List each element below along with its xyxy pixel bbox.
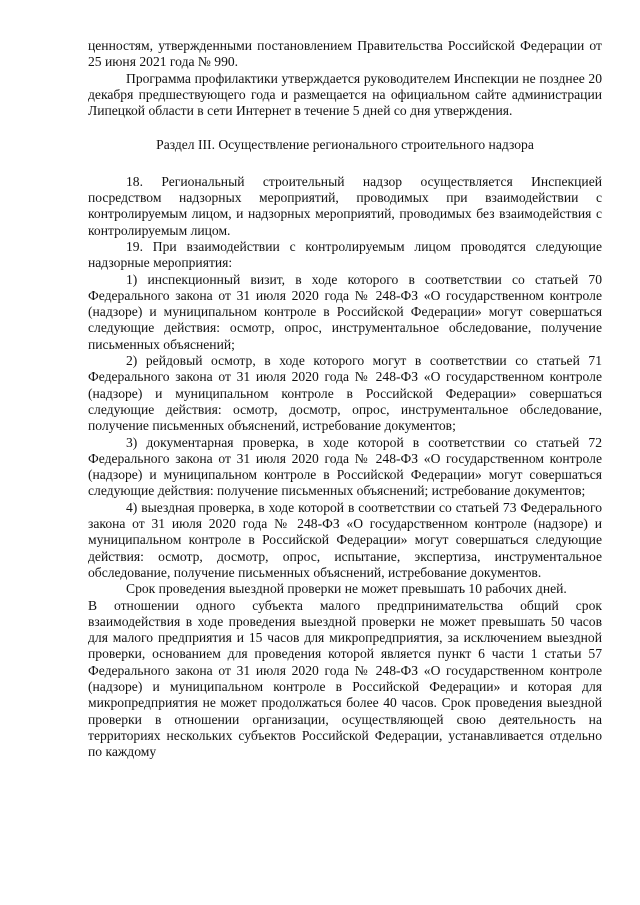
- paragraph-program-approval: Программа профилактики утверждается руководителем Инспекции не позднее 20 декабря предшествующего года и размещается на официальном сайте администрации Липецкой области в сети Интернет в течение 5 дней со дня утверждения.: [88, 70, 602, 119]
- list-item-1: 1) инспекционный визит, в ходе которого в соответствии со статьей 70 Федерального закона от 31 июля 2020 года № 248-ФЗ «О государственном контроле (надзоре) и муниципальном контроле в Российской Федерации» могут совершаться следующие действия: осмотр, опрос, инструментальное обследование, получение письменных объяснений;: [88, 271, 602, 352]
- section-heading: Раздел III. Осуществление регионального строительного надзора: [156, 137, 534, 153]
- paragraph-small-business: В отношении одного субъекта малого предпринимательства общий срок взаимодействия в ходе проведения выездной проверки не может превышать 50 часов для малого предприятия и 15 часов для микропредприятия, за исключением выездной проверки, основанием для проведения которой является пункт 6 части 1 статьи 57 Федерального закона от 31 июля 2020 года № 248-ФЗ «О государственном контроле (надзоре) и муниципальном контроле в Российской Федерации» и которая для микропредприятия не может продолжаться более 40 часов. Срок проведения выездной проверки в отношении организации, осуществляющей свою деятельность на территориях нескольких субъектов Российской Федерации, устанавливается отдельно по каждому: [88, 597, 602, 760]
- document-page: [88, 38, 602, 760]
- paragraph-continuation: ценностям, утвержденными постановлением Правительства Российской Федерации от 25 июня 2021 года № 990.: [88, 38, 602, 70]
- list-item-2: 2) рейдовый осмотр, в ходе которого могут в соответствии со статьей 71 Федерального закона от 31 июля 2020 года № 248-ФЗ «О государственном контроле (надзоре) и муниципальном контроле в Российской Федерации» совершаться следующие действия: осмотр, досмотр, опрос, инструментальное обследование, получение письменных объяснений, истребование документов;: [88, 353, 602, 434]
- paragraph-18: 18. Региональный строительный надзор осуществляется Инспекцией посредством надзорных мероприятий, проводимых при взаимодействии с контролируемым лицом, и надзорных мероприятий, проводимых без взаимодействия с контролируемым лицом.: [88, 173, 602, 238]
- paragraph-19: 19. При взаимодействии с контролируемым лицом проводятся следующие надзорные мероприятия:: [88, 238, 602, 271]
- list-item-3: 3) документарная проверка, в ходе которой в соответствии со статьей 72 Федерального закона от 31 июля 2020 года № 248-ФЗ «О государственном контроле (надзоре) и муниципальном контроле в Российской Федерации» могут совершаться следующие действия: получение письменных объяснений; истребование документов;: [88, 434, 602, 499]
- paragraph-term-limit: Срок проведения выездной проверки не может превышать 10 рабочих дней.: [126, 581, 567, 597]
- list-item-4: 4) выездная проверка, в ходе которой в соответствии со статьей 73 Федерального закона от 31 июля 2020 года № 248-ФЗ «О государственном контроле (надзоре) и муниципальном контроле в Российской Федерации» могут совершаться следующие действия: осмотр, досмотр, опрос, испытание, экспертиза, инструментальное обследование, получение письменных объяснений, истребование документов.: [88, 499, 602, 580]
